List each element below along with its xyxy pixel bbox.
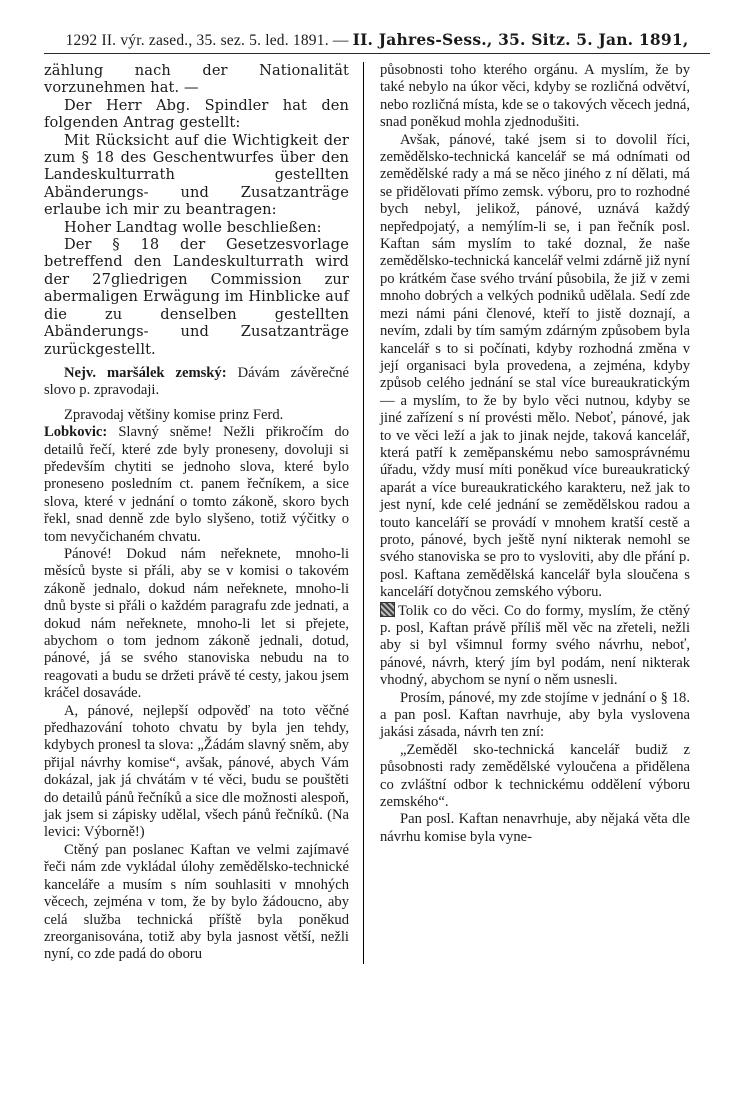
speech-paragraph bbox=[44, 365, 349, 400]
left-column bbox=[44, 62, 364, 964]
paragraph: A, pánové, nejlepší odpověď na toto věčné předhazování tohoto chvatu by byla jen tehdy, kdybych pronesl ta slova: „Žádám slavný sněm, aby přijal návrhy komise“, avšak, pánové, abych Vám dokázal, jak já chvátám v té věci, budu se pouštěti do detailů pánů řečníků a sice dle možnosti alespoň, jak jsem si zápisky udělal, všech pánů řečníků. (Na levici: Výborně!) bbox=[44, 702, 349, 841]
paragraph: zählung nach der Nationalität vorzunehmen hat. — bbox=[44, 62, 349, 97]
paragraph-text: Dávám závěrečné slovo p. zpravodaji. bbox=[44, 364, 349, 399]
two-column-body bbox=[44, 62, 710, 1062]
paragraph: Avšak, pánové, také jsem si to dovolil říci, zemědělsko-technická kancelář se má odnímati od zemědělské rady a má se něco jiného z ní dělati, má se přidělovati přímo zemsk. výboru, pro to rozhodné bych nebyl, jelikož, pánové, uznává každý nepředpojatý, a nemýlím-li se, i pan řečník posl. Kaftan sám myslím to také doznal, že naše zemědělsko-technická kancelář velmi zdárně již nyní po krátkém čase svého trvání působila, že již v zemi mnoho dobrých a velkých podniků udělala. Sedí zde mezi námi páni členové, kteří to jistě doznají, a nevím, zdali by tím samým zdárným způsobem byla kancelář s to si počínati, kdyby rozhodná změna v její organisaci byla provedena, a zejména, kdyby způsob celého jednání se stal více bureaukratickým — a myslím, to že by bylo věci nutnou, kdyby se jiné zařízení s ní provésti mělo. Neboť, pánové, jak to ve věci leží a jak to jinak nejde, taková kancelář, která patří k zeměpanskému nebo samosprávnému úřadu, vždy musí míti poněkud více bureaukratický aparát a více bureaukratického karakteru, než jak to jest nyní, kde celé jednání se zemědělskou radou a touto kanceláří se provádí v mnohem kratší cestě a proto, pánové, bych ještě nyní nikterak nemohl se svého stanoviska se pro to vysloviti, aby dle přání p. posl. Kaftana zemědělská kancelář byla sloučena s kanceláří dotyčnou zemského výboru. bbox=[380, 131, 690, 601]
paragraph: Zpravodaj většiny komise prinz Ferd. bbox=[64, 406, 284, 423]
paragraph: Der § 18 der Gesetzesvorlage betreffend den Landeskulturrath wird der 27gliedrigen Commission zur abermaligen Erwägung im Hinblicke auf die zu denselben gestellten Abänderungs- und Zusatzanträge zurückgestellt. bbox=[44, 236, 349, 358]
paragraph: Prosím, pánové, my zde stojíme v jednání o § 18. a pan posl. Kaftan navrhuje, aby byla vyslovena jakási zásada, návrh ten zní: bbox=[380, 689, 690, 741]
header-left: 1292 II. výr. zased., 35. sez. 5. led. 1891. — bbox=[65, 32, 349, 49]
paragraph-text: Tolik co do věci. Co do formy, myslím, že ctěný p. posl, Kaftan právě příliš měl věc na zřeteli, nežli aby si byl všimnul formy svého návrhu, neboť, pánové, návrh, který jím byl podám, není nikterak vhodný, abychom se nyní o něm usnesli. bbox=[380, 602, 690, 689]
header-right: II. Jahres-Sess., 35. Sitz. 5. Jan. 1891, bbox=[352, 30, 689, 49]
speaker-name: Lobkovic: bbox=[44, 424, 108, 441]
quoted-paragraph bbox=[380, 742, 690, 812]
speech-paragraph bbox=[44, 424, 349, 546]
header-rule bbox=[44, 53, 710, 54]
paragraph: působnosti toho kterého orgánu. A myslím, že by také nebylo na úkor věci, kdyby se rozličná odvětví, nebo rozličná místa, kde se o takových věcech jedná, snad poněkud mohla zjednodušiti. bbox=[380, 62, 690, 131]
paragraph-text: Slavný sněme! Nežli přikročím do detailů řečí, které zde byly proneseny, dovoluji si především chytiti se jednoho slova, které bylo proneseno posledním ct. panem řečníkem, a sice slova, které v jednání o tomto zákoně, skoro bych řekl, snad denně zde bylo slyšeno, totiž výčitky o tom nevyčichaném chvatu. bbox=[44, 424, 349, 545]
page-header bbox=[44, 30, 710, 50]
speaker-name: Nejv. maršálek zemský: bbox=[64, 364, 227, 381]
ink-smudge-icon bbox=[380, 602, 395, 617]
paragraph-with-figure bbox=[380, 602, 690, 690]
paragraph: Der Herr Abg. Spindler hat den folgenden Antrag gestellt: bbox=[44, 96, 349, 132]
paragraph: Pánové! Dokud nám neřeknete, mnoho-li měsíců byste si přáli, aby se v komisi o takovém zákoně jednalo, dokud nám neřeknete, mnoho-li dnů byste si přáli o každém paragrafu zde jednati, a dokud nám neřeknete, mnoho-li let si přejete, abychom o tom jednom zákoně jednali, dotud, pánové, já se svého stanoviska nebudu na to reagovati a budu se držeti právě té cesty, jakou jsem kráčel dosaváde. bbox=[44, 545, 349, 702]
paragraph: Pan posl. Kaftan nenavrhuje, aby nějaká věta dle návrhu komise byla vyne- bbox=[380, 811, 690, 845]
paragraph-text: „Zeměděl sko-technická kancelář budiž z působnosti rady zemědělské vyloučena a přidělena co zvláštní odbor k technickému oddělení výboru zemského“. bbox=[380, 741, 690, 811]
paragraph: Mit Rücksicht auf die Wichtigkeit der zum § 18 des Geschentwurfes über den Landeskulturrath gestellten Abänderungs- und Zusatzanträge erlaube ich mir zu beantragen: bbox=[44, 131, 349, 219]
right-column bbox=[364, 62, 690, 846]
paragraph: Hoher Landtag wolle beschließen: bbox=[64, 218, 322, 236]
paragraph: Ctěný pan poslanec Kaftan ve velmi zajímavé řeči nám zde vykládal úlohy zemědělsko-technické kanceláře a musím s ním souhlasiti v mnohých věcech, zejména v tom, že by bylo žádoucno, aby celá služba technická příště byla poněkud zreorganisována, totiž aby byla jasnost větší, nežli nyní, co zde padá do oboru bbox=[44, 841, 349, 963]
